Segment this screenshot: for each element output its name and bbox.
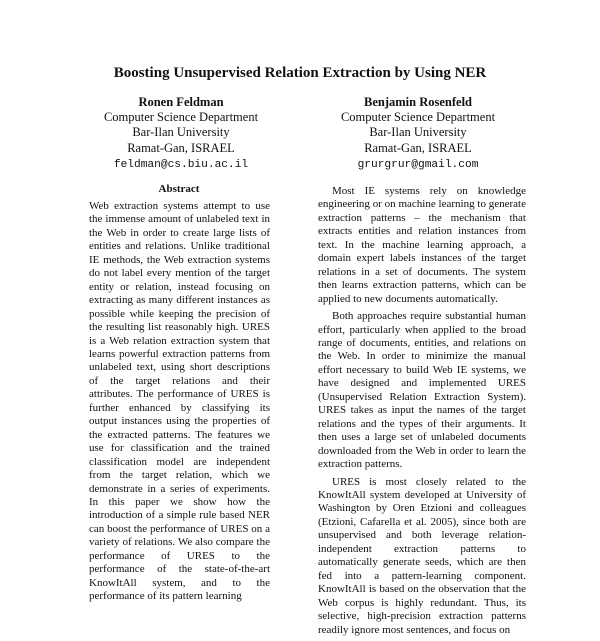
- author-email: feldman@cs.biu.ac.il: [113, 158, 249, 171]
- abstract-text: Web extraction systems attempt to use the immense amount of unlabeled text in the Web in order to create large lists of entities and relations. Unlike traditional IE methods, the Web extraction systems do not label every mention of the target entity or relation, instead focusing on extracting as many different instances as possible while keeping the precision of the resulting list reasonably high. URES is a Web relation extraction system that learns powerful extraction patterns from unlabeled text, using short descriptions of the target relations and their attributes. The performance of URES is further enhanced by classifying its output instances using the properties of the extracted patterns. The features we use for classification and the trained classification model are independent from the target relation, which we demonstrate in a series of experiments. In this paper we show how the introduction of a simple rule based NER can boost the performance of URES on a variety of relations. We also compare the performance of URES to the performance of the state-of-the-art KnowItAll system, and to the performance of its pattern learning: [89, 200, 270, 603]
- author-university: Bar-Ilan University: [132, 125, 230, 140]
- body-paragraph-3: URES is most closely related to the KnowItAll system developed at University of Washington by Oren Etzioni and colleagues (Etzioni, Cafarella et al. 2005), since both are unsupervised and both leverage relation-independent extraction patterns to automatically generate seeds, which are then fed into a pattern-learning component. KnowItAll is based on the observation that the Web corpus is highly redundant. Thus, its selective, high-precision extraction patterns readily ignore most sentences, and focus on: [318, 475, 526, 636]
- author-block-1: [61, 95, 301, 173]
- author-name: Benjamin Rosenfeld: [364, 95, 472, 109]
- author-name: Ronen Feldman: [138, 95, 224, 109]
- body-paragraph-2: Both approaches require substantial human effort, particularly when applied to the broad range of documents, entities, and relations on the Web. In order to minimize the manual effort necessary to build Web IE systems, we have designed and implemented URES (Unsupervised Relation Extraction System). URES takes as input the names of the target relations and the types of their arguments. It then uses a large set of unlabeled documents downloaded from the Web in order to learn the extraction patterns.: [318, 310, 526, 471]
- body-paragraph-1: Most IE systems rely on knowledge engineering or on machine learning to generate extraction patterns – the mechanism that extracts entities and relation instances from text. In the machine learning approach, a domain expert labels instances of the target relations in a set of documents. The system then learns extraction patterns, which can be applied to new documents automatically.: [318, 185, 526, 305]
- abstract-heading: Abstract: [158, 183, 200, 195]
- paper-title: Boosting Unsupervised Relation Extraction by Using NER: [113, 65, 487, 81]
- author-department: Computer Science Department: [103, 110, 259, 125]
- author-block-2: [298, 95, 538, 173]
- author-location: Ramat-Gan, ISRAEL: [364, 140, 472, 155]
- abstract-column: [89, 200, 270, 608]
- body-column: [318, 185, 526, 641]
- author-university: Bar-Ilan University: [369, 125, 467, 140]
- author-department: Computer Science Department: [340, 110, 496, 125]
- author-email: grurgrur@gmail.com: [357, 158, 479, 171]
- author-location: Ramat-Gan, ISRAEL: [127, 140, 235, 155]
